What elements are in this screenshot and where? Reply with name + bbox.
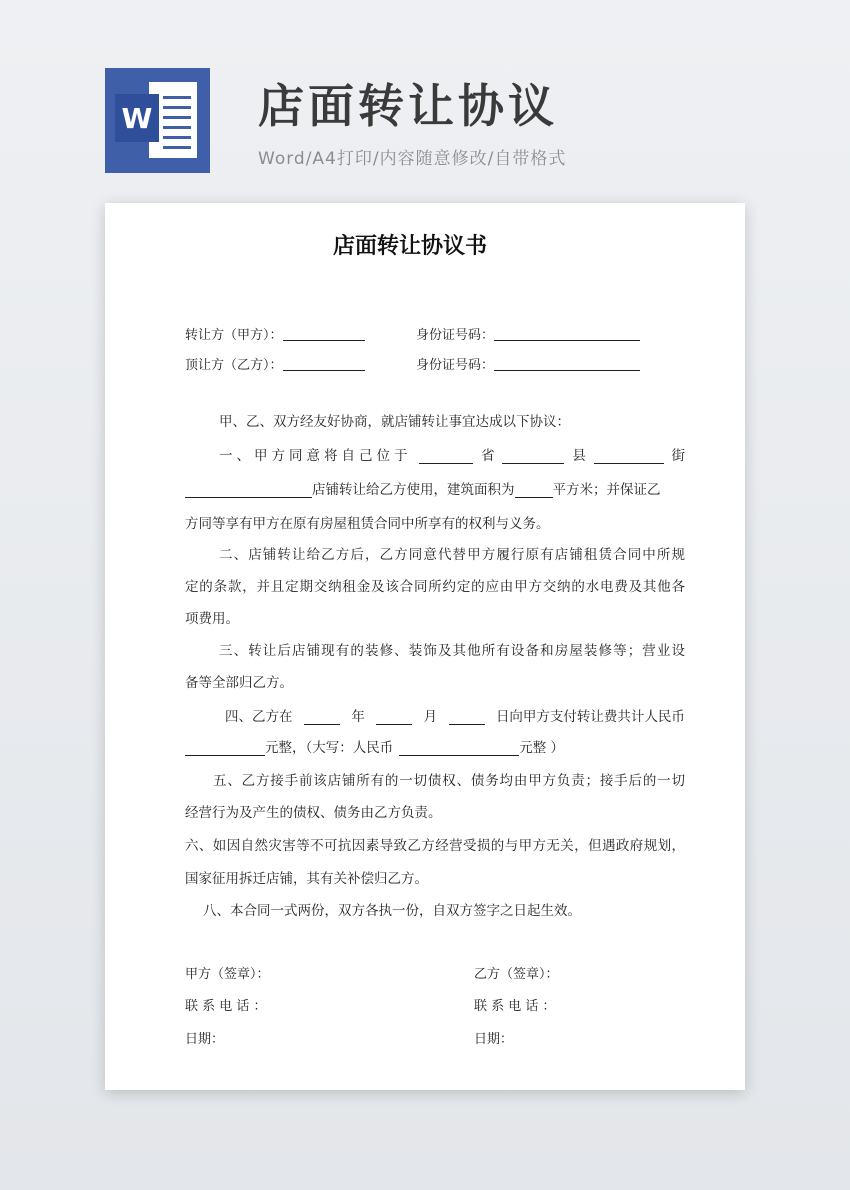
clause-1-text-b: 省	[481, 448, 495, 464]
party-a-blank[interactable]	[283, 326, 365, 341]
clause-3-line-2: 备等全部归乙方。	[185, 675, 293, 691]
party-a-id-blank[interactable]	[494, 326, 640, 341]
party-a-signature-label: 甲方（签章）：	[185, 967, 270, 982]
party-b-id-blank[interactable]	[494, 356, 640, 371]
clause-5-line-1: 五、乙方接手前该店铺所有的一切债权、债务均由甲方负责；接手后的一切	[213, 773, 685, 789]
intro-paragraph: 甲、乙、双方经友好协商，就店铺转让事宜达成以下协议：	[219, 414, 570, 430]
party-a-id-row	[416, 324, 640, 343]
clause-4-line-2	[185, 731, 685, 765]
clause-4-text-a: 四、乙方在	[225, 709, 293, 725]
party-a-id-label: 身份证号码：	[416, 328, 495, 343]
clause-4-text-e: 元整，（大写：人民币	[265, 740, 394, 756]
clause-1-text-e: 店铺转让给乙方使用，建筑面积为	[312, 482, 515, 498]
clause-2-line-2: 定的条款，并且定期交纳租金及该合同所约定的应由甲方交纳的水电费及其他各	[185, 579, 685, 595]
clause-4-text-d: 日向甲方支付转让费共计人民币	[495, 709, 685, 725]
province-blank[interactable]	[419, 449, 473, 464]
clause-1-text-a: 一、甲方同意将自己位于	[219, 448, 412, 464]
month-blank[interactable]	[376, 710, 412, 725]
word-icon	[105, 68, 210, 173]
party-a-phone-label: 联 系 电 话 ：	[185, 999, 267, 1014]
clause-4-text-c: 月	[423, 709, 438, 725]
area-blank[interactable]	[515, 483, 553, 498]
clause-1-line-1	[185, 439, 685, 473]
party-b-id-label: 身份证号码：	[416, 358, 495, 373]
party-a-row	[185, 324, 365, 343]
county-blank[interactable]	[502, 449, 564, 464]
day-blank[interactable]	[449, 710, 485, 725]
party-b-id-row	[416, 354, 640, 373]
clause-1-text-d: 街	[671, 448, 685, 464]
clause-4-line-1	[185, 700, 685, 734]
year-blank[interactable]	[304, 710, 340, 725]
clause-8-paragraph: 八、本合同一式两份，双方各执一份，自双方签字之日起生效。	[203, 903, 581, 919]
party-b-date-label: 日期：	[474, 1032, 514, 1047]
clause-5-line-2: 经营行为及产生的债权、债务由乙方负责。	[185, 805, 442, 821]
clause-4-text-b: 年	[351, 709, 365, 725]
clause-2-line-1: 二、店铺转让给乙方后，乙方同意代替甲方履行原有店铺租赁合同中所规	[219, 547, 685, 563]
party-b-row	[185, 354, 365, 373]
clause-3-line-1: 三、转让后店铺现有的装修、装饰及其他所有设备和房屋装修等；营业设	[219, 643, 685, 659]
clause-1-text-c: 县	[572, 448, 586, 464]
party-b-label: 顶让方（乙方）：	[185, 358, 283, 373]
party-b-signature-label: 乙方（签章）：	[474, 967, 559, 982]
word-letter-badge: W	[115, 94, 159, 142]
shop-address-blank[interactable]	[185, 483, 312, 498]
party-a-label: 转让方（甲方）：	[185, 328, 283, 343]
street-blank[interactable]	[594, 449, 664, 464]
page-subtitle: Word/A4打印/内容随意修改/自带格式	[258, 149, 567, 169]
clause-4-text-f: 元整 ）	[519, 740, 565, 756]
party-b-blank[interactable]	[283, 356, 365, 371]
clause-6-line-2: 国家征用拆迁店铺，其有关补偿归乙方。	[185, 871, 428, 887]
document-title: 店面转让协议书	[332, 234, 487, 259]
clause-6-line-1: 六、如因自然灾害等不可抗因素导致乙方经营受损的与甲方无关，但遇政府规划，	[185, 838, 685, 854]
document-page	[105, 203, 745, 1090]
clause-1-line-2	[185, 473, 685, 507]
party-b-phone-label: 联 系 电 话 ：	[474, 999, 556, 1014]
clause-2-line-3: 项费用。	[185, 611, 239, 627]
page-title: 店面转让协议	[258, 79, 558, 133]
amount-uppercase-blank[interactable]	[399, 741, 519, 756]
amount-blank[interactable]	[185, 741, 265, 756]
party-a-date-label: 日期：	[185, 1032, 225, 1047]
clause-1-text-f: 平方米；并保证乙	[552, 482, 661, 498]
clause-1-line-3: 方同等享有甲方在原有房屋租赁合同中所享有的权利与义务。	[185, 516, 550, 532]
